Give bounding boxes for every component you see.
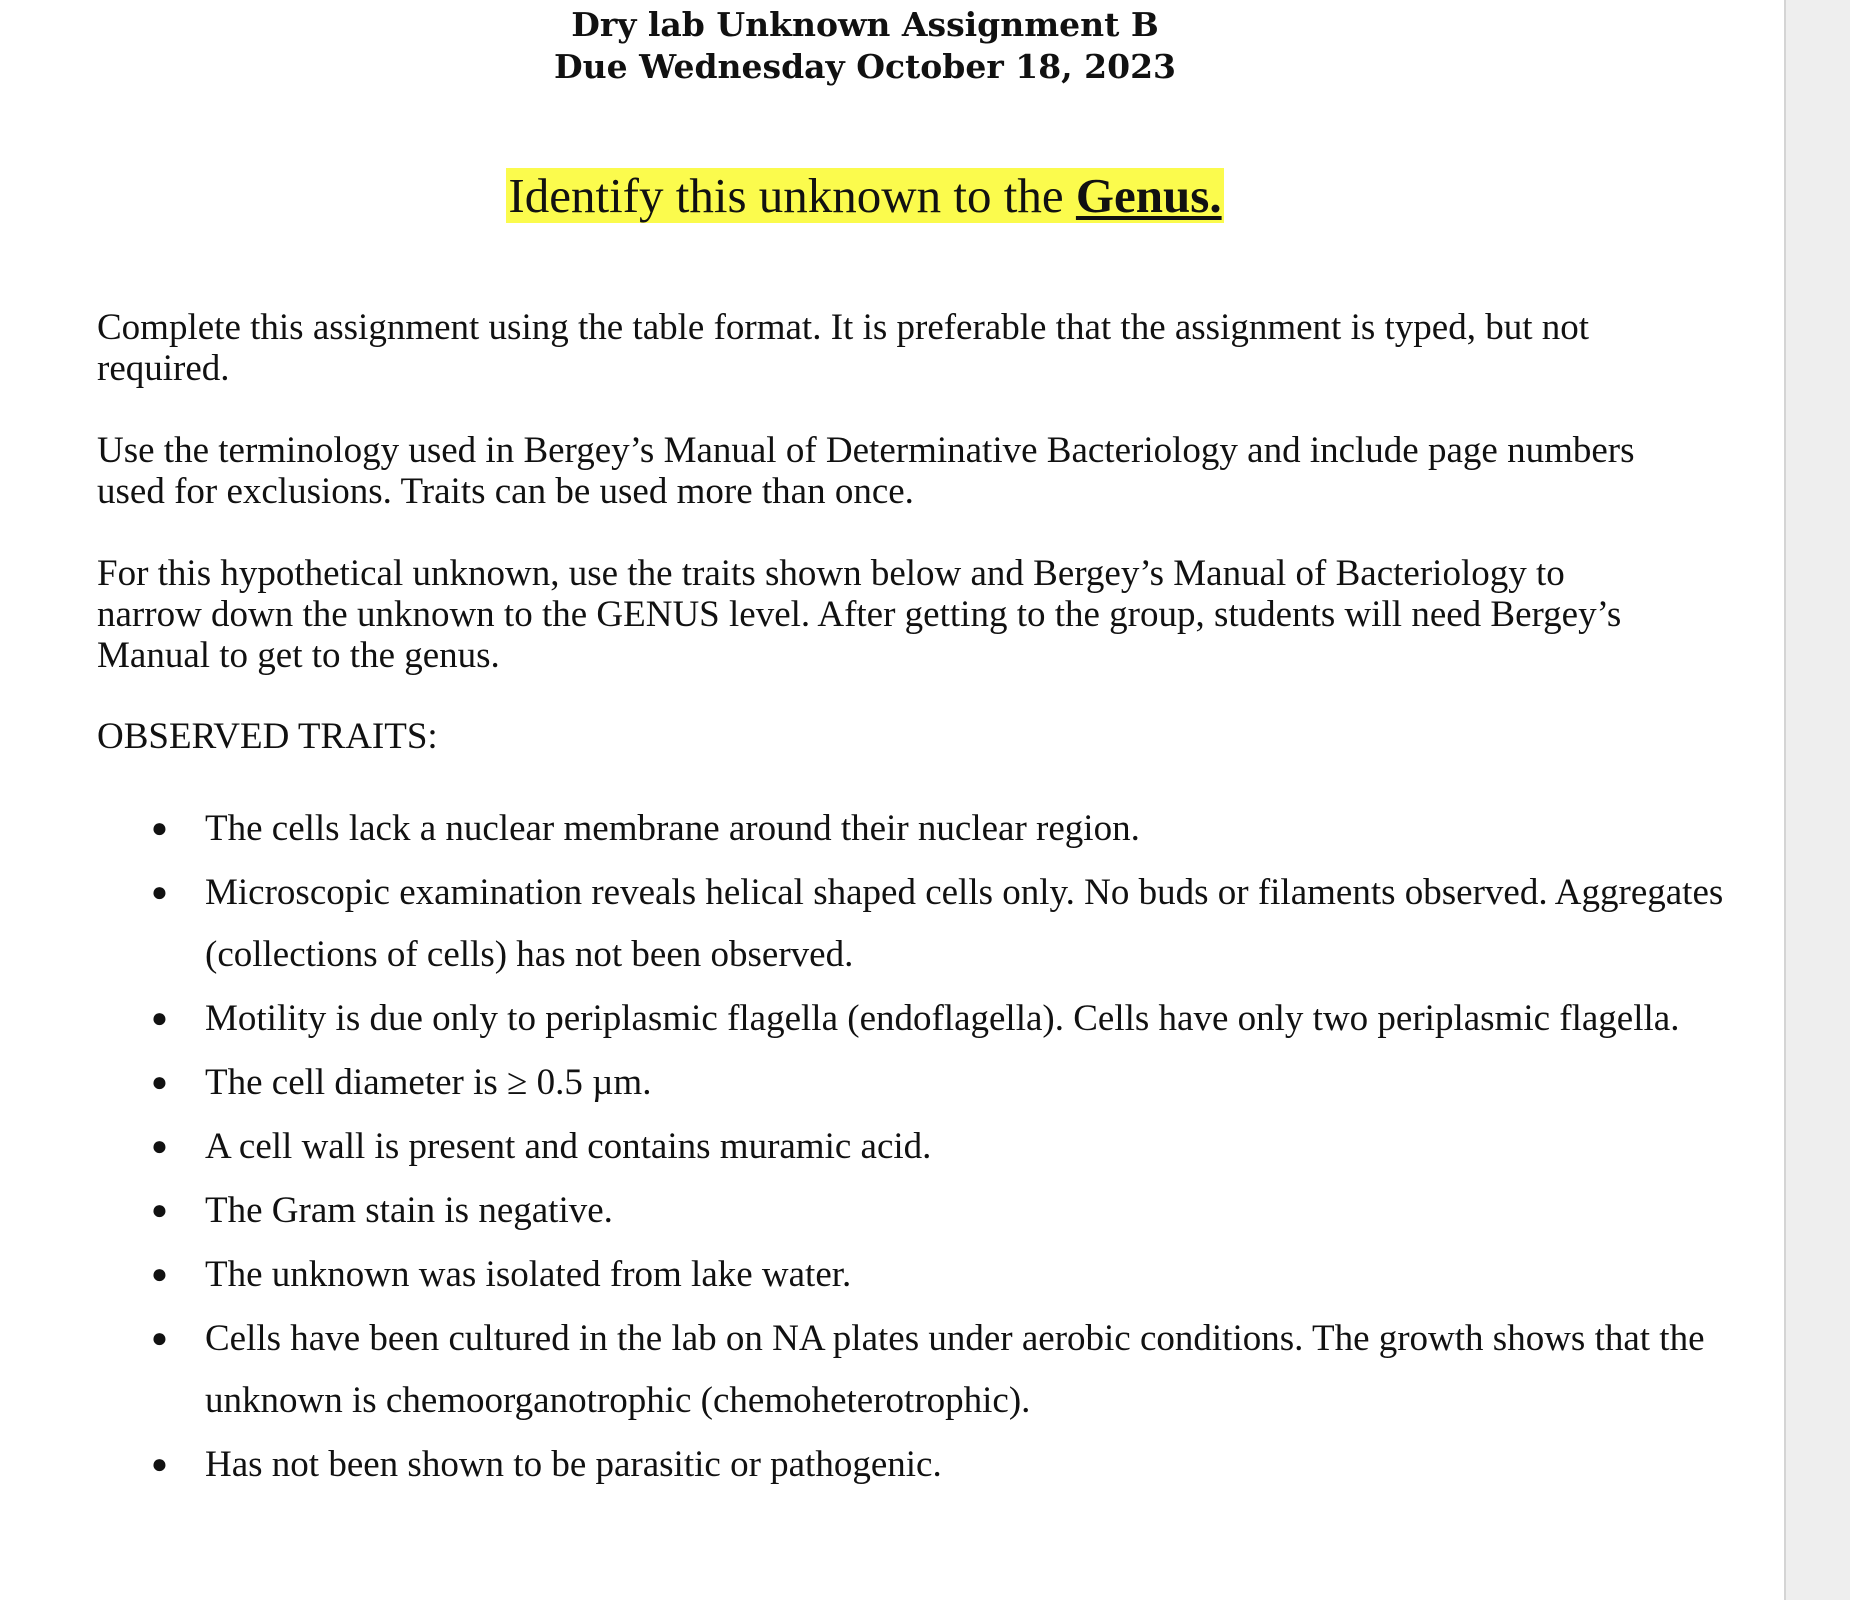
- trait-text: Cells have been cultured in the lab on NA plates under aerobic conditions. The growth shows that the unknown is chemoorganotrophic (chemoheterotrophic).: [205, 1318, 1705, 1421]
- trait-item: [97, 988, 1735, 1050]
- instruction-paragraph-3: For this hypothetical unknown, use the traits shown below and Bergey’s Manual of Bacteriology to narrow down the unknown to the GENUS level. After getting to the group, students will need Bergey’s Manual to get to the genus.: [97, 553, 1622, 676]
- instruction-paragraph-1: Complete this assignment using the table format. It is preferable that the assignment is typed, but not required.: [97, 307, 1590, 389]
- bullet-icon: ●: [151, 1131, 168, 1162]
- trait-text: The cell diameter is ≥ 0.5 µm.: [205, 1062, 652, 1103]
- trait-item: [97, 1308, 1735, 1432]
- bullet-icon: ●: [151, 813, 168, 844]
- trait-text: The cells lack a nuclear membrane around their nuclear region.: [205, 808, 1140, 849]
- trait-text: The Gram stain is negative.: [205, 1190, 613, 1231]
- goal-statement: [0, 166, 1730, 226]
- scroll-gutter[interactable]: [1784, 0, 1850, 1600]
- instruction-paragraph-2: Use the terminology used in Bergey’s Manual of Determinative Bacteriology and include page numbers used for exclusions. Traits can be used more than once.: [97, 430, 1635, 512]
- bullet-icon: ●: [151, 1195, 168, 1226]
- traits-list: [97, 798, 1724, 1498]
- trait-text: A cell wall is present and contains muramic acid.: [205, 1126, 932, 1167]
- bullet-icon: ●: [151, 1323, 168, 1354]
- due-date: Due Wednesday October 18, 2023: [553, 47, 1176, 86]
- trait-item: [97, 1244, 1735, 1306]
- assignment-title: Dry lab Unknown Assignment B: [571, 5, 1159, 44]
- goal-prefix: Identify this unknown to the: [508, 168, 1076, 223]
- trait-item: [97, 798, 1735, 860]
- traits-heading: OBSERVED TRAITS:: [97, 716, 438, 757]
- document-header: [0, 4, 1730, 88]
- highlighted-goal: [506, 168, 1223, 223]
- trait-item: [97, 1116, 1735, 1178]
- trait-text: The unknown was isolated from lake water.: [205, 1254, 852, 1295]
- goal-emphasis: Genus.: [1075, 168, 1222, 223]
- bullet-icon: ●: [151, 1067, 168, 1098]
- trait-item: [97, 862, 1735, 986]
- bullet-icon: ●: [151, 877, 168, 908]
- bullet-icon: ●: [151, 1003, 168, 1034]
- trait-item: [97, 1434, 1735, 1496]
- bullet-icon: ●: [151, 1259, 168, 1290]
- trait-item: [97, 1180, 1735, 1242]
- bullet-icon: ●: [151, 1449, 168, 1480]
- trait-text: Microscopic examination reveals helical shaped cells only. No buds or filaments observed. Aggregates (collections of cells) has not been observed.: [205, 872, 1724, 975]
- trait-text: Has not been shown to be parasitic or pathogenic.: [205, 1444, 942, 1485]
- trait-text: Motility is due only to periplasmic flagella (endoflagella). Cells have only two periplasmic flagella.: [205, 998, 1680, 1039]
- trait-item: [97, 1052, 1735, 1114]
